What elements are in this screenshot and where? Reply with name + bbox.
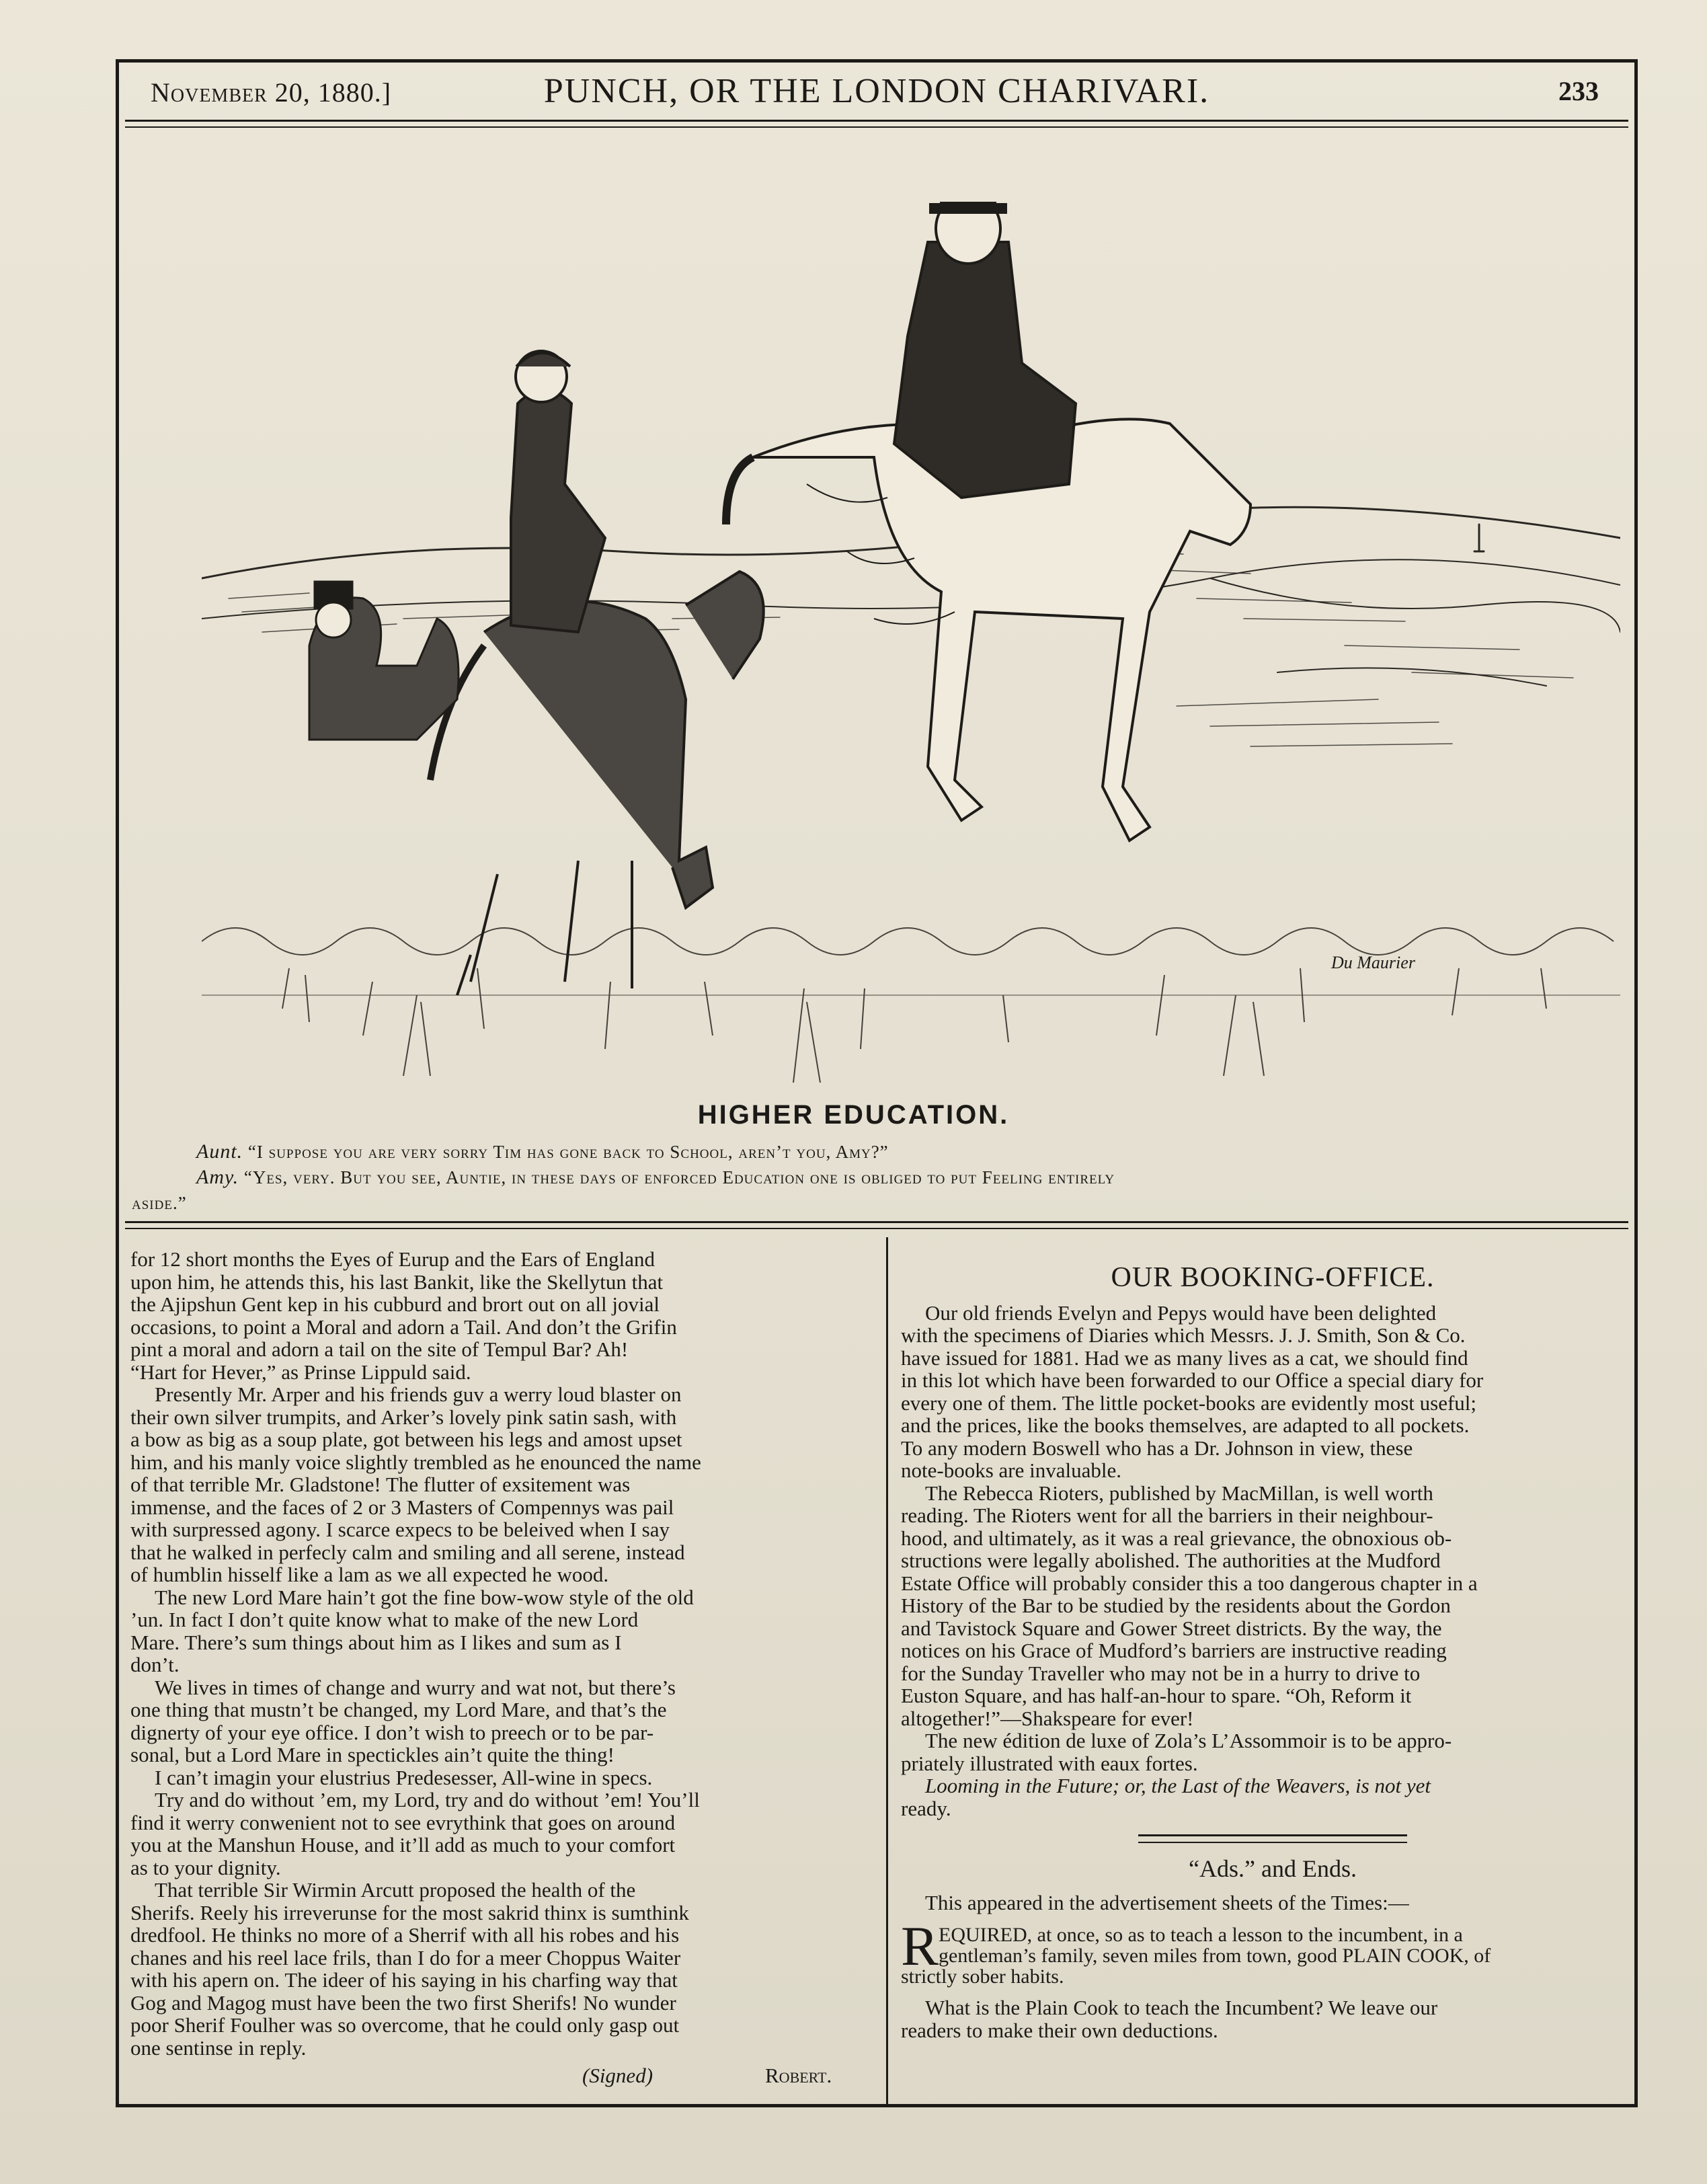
- advert-line: EQUIRED, at once, so as to teach a lesson to the incumbent, in a: [939, 1924, 1463, 1946]
- header-rule: [125, 120, 1628, 128]
- article-line: “Hart for Hever,” as Prinse Lippuld said.: [130, 1360, 471, 1384]
- article-line: reading. The Rioters went for all the barriers in their neighbour-: [901, 1504, 1433, 1527]
- article-line: with surpressed agony. I scarce expecs to be beleived when I say: [130, 1518, 670, 1541]
- issue-date: November 20, 1880.]: [151, 77, 392, 108]
- article-line: Euston Square, and has half-an-hour to spare. “Oh, Reform it: [901, 1684, 1412, 1707]
- article-line: chanes and his reel lace frils, than I do for a meer Choppus Waiter: [130, 1945, 681, 1970]
- left-column-article: [130, 1248, 875, 2091]
- article-line: and Tavistock Square and Gower Street districts. By the way, the: [901, 1616, 1442, 1640]
- article-line: The new édition de luxe of Zola’s L’Assommoir is to be appro-: [925, 1729, 1452, 1752]
- page-number: 233: [1558, 76, 1599, 106]
- article-line: dredfool. He thinks no more of a Sherrif with all his robes and his: [130, 1923, 680, 1947]
- article-line: their own silver trumpits, and Arker’s lovely pink satin sash, with: [130, 1405, 677, 1429]
- closing-line: What is the Plain Cook to teach the Incumbent? We leave our: [925, 1996, 1438, 2019]
- column-divider: [886, 1237, 888, 2105]
- advertisement-quote: [901, 1915, 1644, 1988]
- article-line: with his apern on. The ideer of his saying in his charfing way that: [130, 1968, 678, 1992]
- article-line: note-books are invaluable.: [901, 1458, 1121, 1482]
- article-line: and the prices, like the books themselves, are adapted to all pockets.: [901, 1413, 1470, 1437]
- article-line: of humblin hisself like a lam as we all expected he wood.: [130, 1563, 609, 1586]
- article-line: a bow as big as a soup plate, got between his legs and amost upset: [130, 1428, 682, 1451]
- article-line: The new Lord Mare hain’t got the fine bow-wow style of the old: [155, 1585, 694, 1609]
- article-line: as to your dignity.: [130, 1855, 281, 1879]
- article-line: in this lot which have been forwarded to our Office a special diary for: [901, 1368, 1484, 1392]
- dialogue-text: “Yes, very. But you see, Auntie, in these days of enforced Education one is obliged to put Feeling entirely: [243, 1167, 1115, 1187]
- dialogue-text: “I suppose you are very sorry Tim has gone back to School, aren’t you, Amy?”: [247, 1142, 889, 1162]
- masthead: [121, 70, 1632, 110]
- article-line: you at the Manshun House, and it’ll add as much to your comfort: [130, 1833, 676, 1857]
- speaker-amy: Amy.: [196, 1166, 239, 1188]
- advert-line: strictly sober habits.: [901, 1965, 1064, 1988]
- cartoon-title: HIGHER EDUCATION.: [697, 1100, 1010, 1130]
- speaker-aunt: Aunt.: [196, 1140, 243, 1163]
- closing-line: readers to make their own deductions.: [901, 2018, 1218, 2042]
- dialogue-continuation: aside.”: [132, 1193, 187, 1213]
- article-line: Try and do without ’em, my Lord, try and do without ’em! You’ll: [155, 1788, 700, 1811]
- article-line: for the Sunday Traveller who may not be in a hurry to drive to: [901, 1661, 1421, 1685]
- article-line: occasions, to point a Moral and adorn a Tail. And don’t the Grifin: [130, 1315, 677, 1339]
- article-line: structions were legally abolished. The authorities at the Mudford: [901, 1549, 1441, 1572]
- article-line: one thing that mustn’t be changed, my Lord Mare, and that’s the: [130, 1698, 667, 1721]
- article-line: The Rebecca Rioters, published by MacMillan, is well worth: [925, 1481, 1433, 1505]
- cartoon-dialogue: [132, 1139, 1624, 1216]
- article-line: Estate Office will probably consider this a too dangerous chapter in a: [901, 1571, 1478, 1595]
- section-separator: [1138, 1834, 1407, 1843]
- article-line: have issued for 1881. Had we as many lives as a cat, we should find: [901, 1346, 1468, 1370]
- article-line: altogether!”—Shakspeare for ever!: [901, 1706, 1194, 1730]
- right-column-article: [901, 1248, 1644, 2041]
- article-line: the Ajipshun Gent kep in his cubburd and brort out on all jovial: [130, 1292, 660, 1316]
- article-line: that he walked in perfecly calm and smiling and all serene, instead: [130, 1540, 685, 1564]
- dialogue-line: [132, 1165, 1624, 1190]
- cartoon-illustration: [202, 202, 1620, 1089]
- article-line: don’t.: [130, 1653, 180, 1676]
- advert-line: gentleman’s family, seven miles from town, good PLAIN COOK, of: [939, 1945, 1491, 1967]
- article-line: sonal, but a Lord Mare in spectickles ain’t quite the thing!: [130, 1743, 614, 1766]
- article-line: Mare. There’s sum things about him as I likes and sum as I: [130, 1630, 622, 1654]
- article-line: dignerty of your eye office. I don’t wish to preech or to be par-: [130, 1720, 654, 1744]
- article-line: notices on his Grace of Mudford’s barriers are instructive reading: [901, 1639, 1447, 1662]
- booking-office-heading: OUR BOOKING-OFFICE.: [1111, 1262, 1435, 1293]
- article-line: every one of them. The little pocket-books are evidently most useful;: [901, 1391, 1476, 1415]
- article-line: Presently Mr. Arper and his friends guv a werry loud blaster on: [155, 1382, 682, 1406]
- ads-intro: This appeared in the advertisement sheets of the Times:—: [925, 1890, 1409, 1914]
- article-line: pint a moral and adorn a tail on the site of Tempul Bar? Ah!: [130, 1337, 629, 1361]
- signature-block: [130, 2064, 875, 2091]
- article-line: hood, and ultimately, as it was a real grievance, the obnoxious ob-: [901, 1526, 1452, 1550]
- publication-title: PUNCH, OR THE LONDON CHARIVARI.: [543, 72, 1210, 110]
- article-line: with the specimens of Diaries which Messrs. J. J. Smith, Son & Co.: [901, 1323, 1466, 1347]
- signed-name: Robert.: [765, 2064, 832, 2087]
- article-line: Sherifs. Reely his irreverunse for the most sakrid thinx is sumthink: [130, 1900, 689, 1924]
- artist-signature: Du Maurier: [1331, 953, 1415, 972]
- dialogue-line: [132, 1139, 1624, 1165]
- article-line: To any modern Boswell who has a Dr. Johnson in view, these: [901, 1436, 1413, 1460]
- article-line: for 12 short months the Eyes of Eurup and the Ears of England: [130, 1247, 655, 1271]
- article-line: We lives in times of change and wurry and wat not, but there’s: [155, 1675, 676, 1699]
- article-line: ’un. In fact I don’t quite know what to make of the new Lord: [130, 1608, 639, 1631]
- article-line: I can’t imagin your elustrius Predesesser, All-wine in specs.: [155, 1765, 653, 1789]
- article-line: him, and his manly voice slightly trembled as he enounced the name: [130, 1450, 701, 1474]
- article-line: upon him, he attends this, his last Bankit, like the Skellytun that: [130, 1270, 664, 1294]
- section-rule: [125, 1221, 1628, 1229]
- signed-label: (Signed): [582, 2064, 653, 2087]
- ads-and-ends-heading: “Ads.” and Ends.: [1189, 1855, 1357, 1882]
- article-line: of that terrible Mr. Gladstone! The flutter of exsitement was: [130, 1473, 631, 1496]
- article-line: immense, and the faces of 2 or 3 Masters of Compennys was pail: [130, 1495, 674, 1519]
- drop-cap: R: [901, 1915, 939, 1978]
- article-line: That terrible Sir Wirmin Arcutt proposed the health of the: [155, 1878, 636, 1902]
- article-line: History of the Bar to be studied by the residents about the Gordon: [901, 1594, 1451, 1617]
- article-line: ready.: [901, 1796, 951, 1820]
- article-line: one sentinse in reply.: [130, 2035, 307, 2060]
- article-line: poor Sherif Foulher was so overcome, that he could only gasp out: [130, 2013, 680, 2037]
- article-line: Looming in the Future; or, the Last of the Weavers, is not yet: [925, 1774, 1431, 1797]
- article-line: Gog and Magog must have been the two first Sherifs! No wunder: [130, 1990, 676, 2015]
- article-line: find it werry conwenient not to see evrythink that goes on around: [130, 1810, 676, 1834]
- article-line: Our old friends Evelyn and Pepys would have been delighted: [925, 1300, 1437, 1325]
- article-line: priately illustrated with eaux fortes.: [901, 1751, 1198, 1775]
